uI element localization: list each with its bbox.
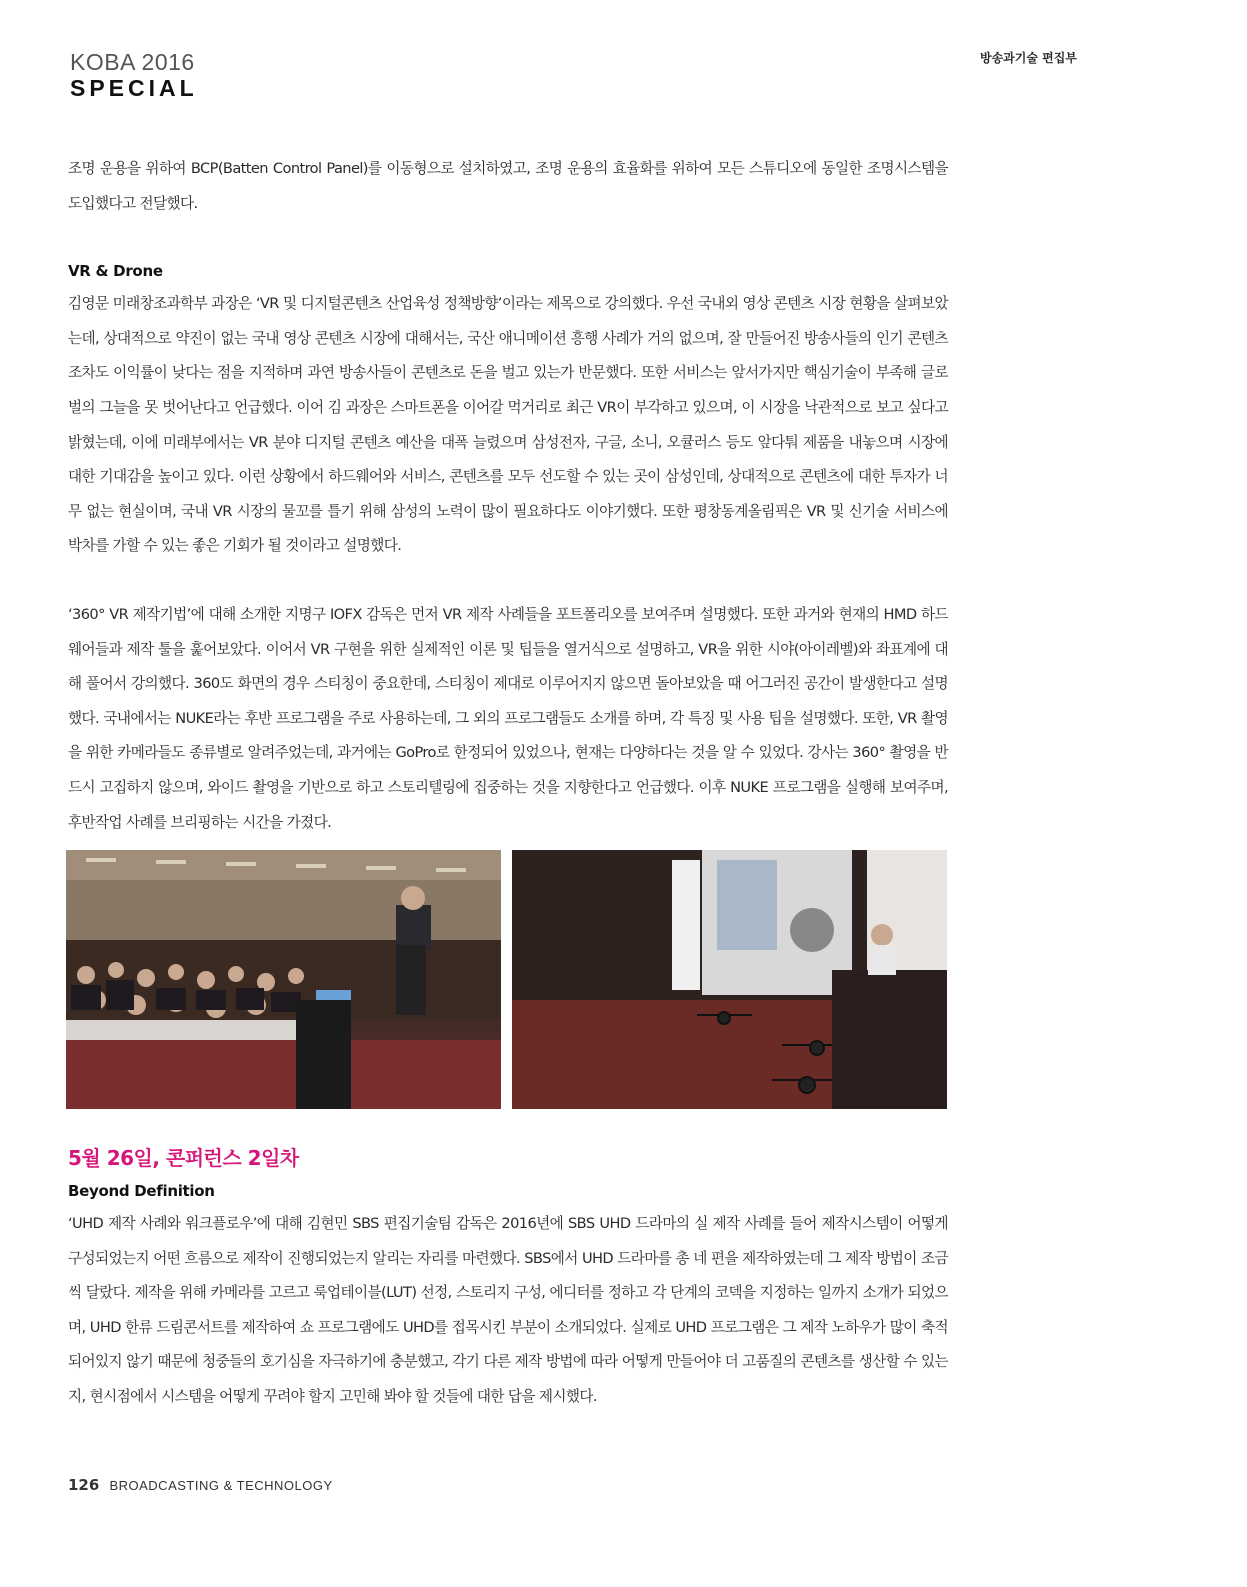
vr-paragraph-1: 김영문 미래창조과학부 과장은 ‘VR 및 디지털콘텐츠 산업육성 정책방향’이라는 제목으로 강의했다. 우선 국내외 영상 콘텐츠 시장 현황을 살펴보았는데, 상대적으로 약진이 없는 국내 영상 콘텐츠 시장에 대해서는, 국산 애니메이션 흥행 사례가 거의 없으며, 잘 만들어진 방송사들의 인기 콘텐츠조차도 이익률이 낮다는 점을 지적하며 과연 방송사들이 콘텐츠로 돈을 벌고 있는가 반문했다. 또한 서비스는 앞서가지만 핵심기술이 부족해 글로벌의 그늘을 못 벗어난다고 언급했다. 이어 김 과장은 스마트폰을 이어갈 먹거리로 최근 VR이 부각하고 있으며, 이 시장을 낙관적으로 보고 싶다고 밝혔는데, 이에 미래부에서는 VR 분야 디지털 콘텐츠 예산을 대폭 늘렸으며 삼성전자, 구글, 소니, 오큘러스 등도 앞다퉈 제품을 내놓으며 시장에 대한 기대감을 높이고 있다. 이런 상황에서 하드웨어와 서비스, 콘텐츠를 모두 선도할 수 있는 곳이 삼성인데, 상대적으로 콘텐츠에 대한 투자가 너무 없는 현실이며, 국내 VR 시장의 물꼬를 틀기 위해 삼성의 노력이 많이 필요하다도 이야기했다. 또한 평창동계올림픽은 VR 및 신기술 서비스에 박차를 가할 수 있는 좋은 기회가 될 것이라고 설명했다. (68, 295, 948, 555)
event-title: KOBA 2016 (70, 49, 195, 75)
intro-paragraph: 조명 운용을 위하여 BCP(Batten Control Panel)를 이동형으로 설치하였고, 조명 운용의 효율화를 위하여 모든 스튜디오에 동일한 조명시스템을 도입했다고 전달했다. (68, 160, 948, 212)
section-label: SPECIAL (70, 75, 198, 101)
conference-audience-photo (66, 850, 501, 1109)
page-number: 126 (68, 1476, 100, 1494)
beyond-definition-heading: Beyond Definition (68, 1182, 215, 1200)
vr-drone-heading: VR & Drone (68, 262, 163, 281)
vr-paragraph-2: ‘360° VR 제작기법’에 대해 소개한 지명구 IOFX 감독은 먼저 VR 제작 사례들을 포트폴리오를 보여주며 설명했다. 또한 과거와 현재의 HMD 하드웨어들과 제작 툴을 훑어보았다. 이어서 VR 구현을 위한 실제적인 이론 및 팁들을 열거식으로 설명하고, VR을 위한 시야(아이레벨)와 좌표계에 대해 풀어서 강의했다. 360도 화면의 경우 스티칭이 중요한데, 스티칭이 제대로 이루어지지 않으면 돌아보았을 때 어그러진 공간이 발생한다고 설명했다. 국내에서는 NUKE라는 후반 프로그램을 주로 사용하는데, 그 외의 프로그램들도 소개를 하며, 각 특징 및 사용 팁을 설명했다. 또한, VR 촬영을 위한 카메라들도 종류별로 알려주었는데, 과거에는 GoPro로 한정되어 있었으나, 현재는 다양하다는 것을 알 수 있었다. 강사는 360° 촬영을 반드시 고집하지 않으며, 와이드 촬영을 기반으로 하고 스토리텔링에 집중하는 것을 지향한다고 언급했다. 이후 NUKE 프로그램을 실행해 보여주며, 후반작업 사례를 브리핑하는 시간을 가졌다. (68, 605, 948, 831)
article-body (68, 152, 948, 840)
drone-presentation-photo (512, 850, 947, 1109)
photo-row (66, 850, 947, 1109)
publication-name: BROADCASTING & TECHNOLOGY (109, 1478, 333, 1493)
magazine-section-header (70, 50, 198, 101)
day2-title: 5월 26일, 콘퍼런스 2일차 (68, 1146, 299, 1170)
day2-paragraph: ‘UHD 제작 사례와 워크플로우’에 대해 김현민 SBS 편집기술팀 감독은 2016년에 SBS UHD 드라마의 실 제작 사례를 들어 제작시스템이 어떻게 구성되었는지 어떤 흐름으로 제작이 진행되었는지 알리는 자리를 마련했다. SBS에서 UHD 드라마를 총 네 편을 제작하였는데 그 제작 방법이 조금씩 달랐다. 제작을 위해 카메라를 고르고 룩업테이블(LUT) 선정, 스토리지 구성, 에디터를 정하고 각 단계의 코덱을 지정하는 일까지 소개가 되었으며, UHD 한류 드림콘서트를 제작하여 쇼 프로그램에도 UHD를 접목시킨 부분이 소개되었다. 실제로 UHD 프로그램은 그 제작 노하우가 많이 축적되어있지 않기 때문에 청중들의 호기심을 자극하기에 충분했고, 각기 다른 제작 방법에 따라 어떻게 만들어야 더 고품질의 콘텐츠를 생산할 수 있는지, 현시점에서 시스템을 어떻게 꾸려야 할지 고민해 봐야 할 것들에 대한 답을 제시했다. (68, 1215, 948, 1405)
day2-section (68, 1141, 948, 1415)
page-footer (68, 1476, 333, 1494)
editorial-credit: 방송과기술 편집부 (980, 51, 1077, 65)
